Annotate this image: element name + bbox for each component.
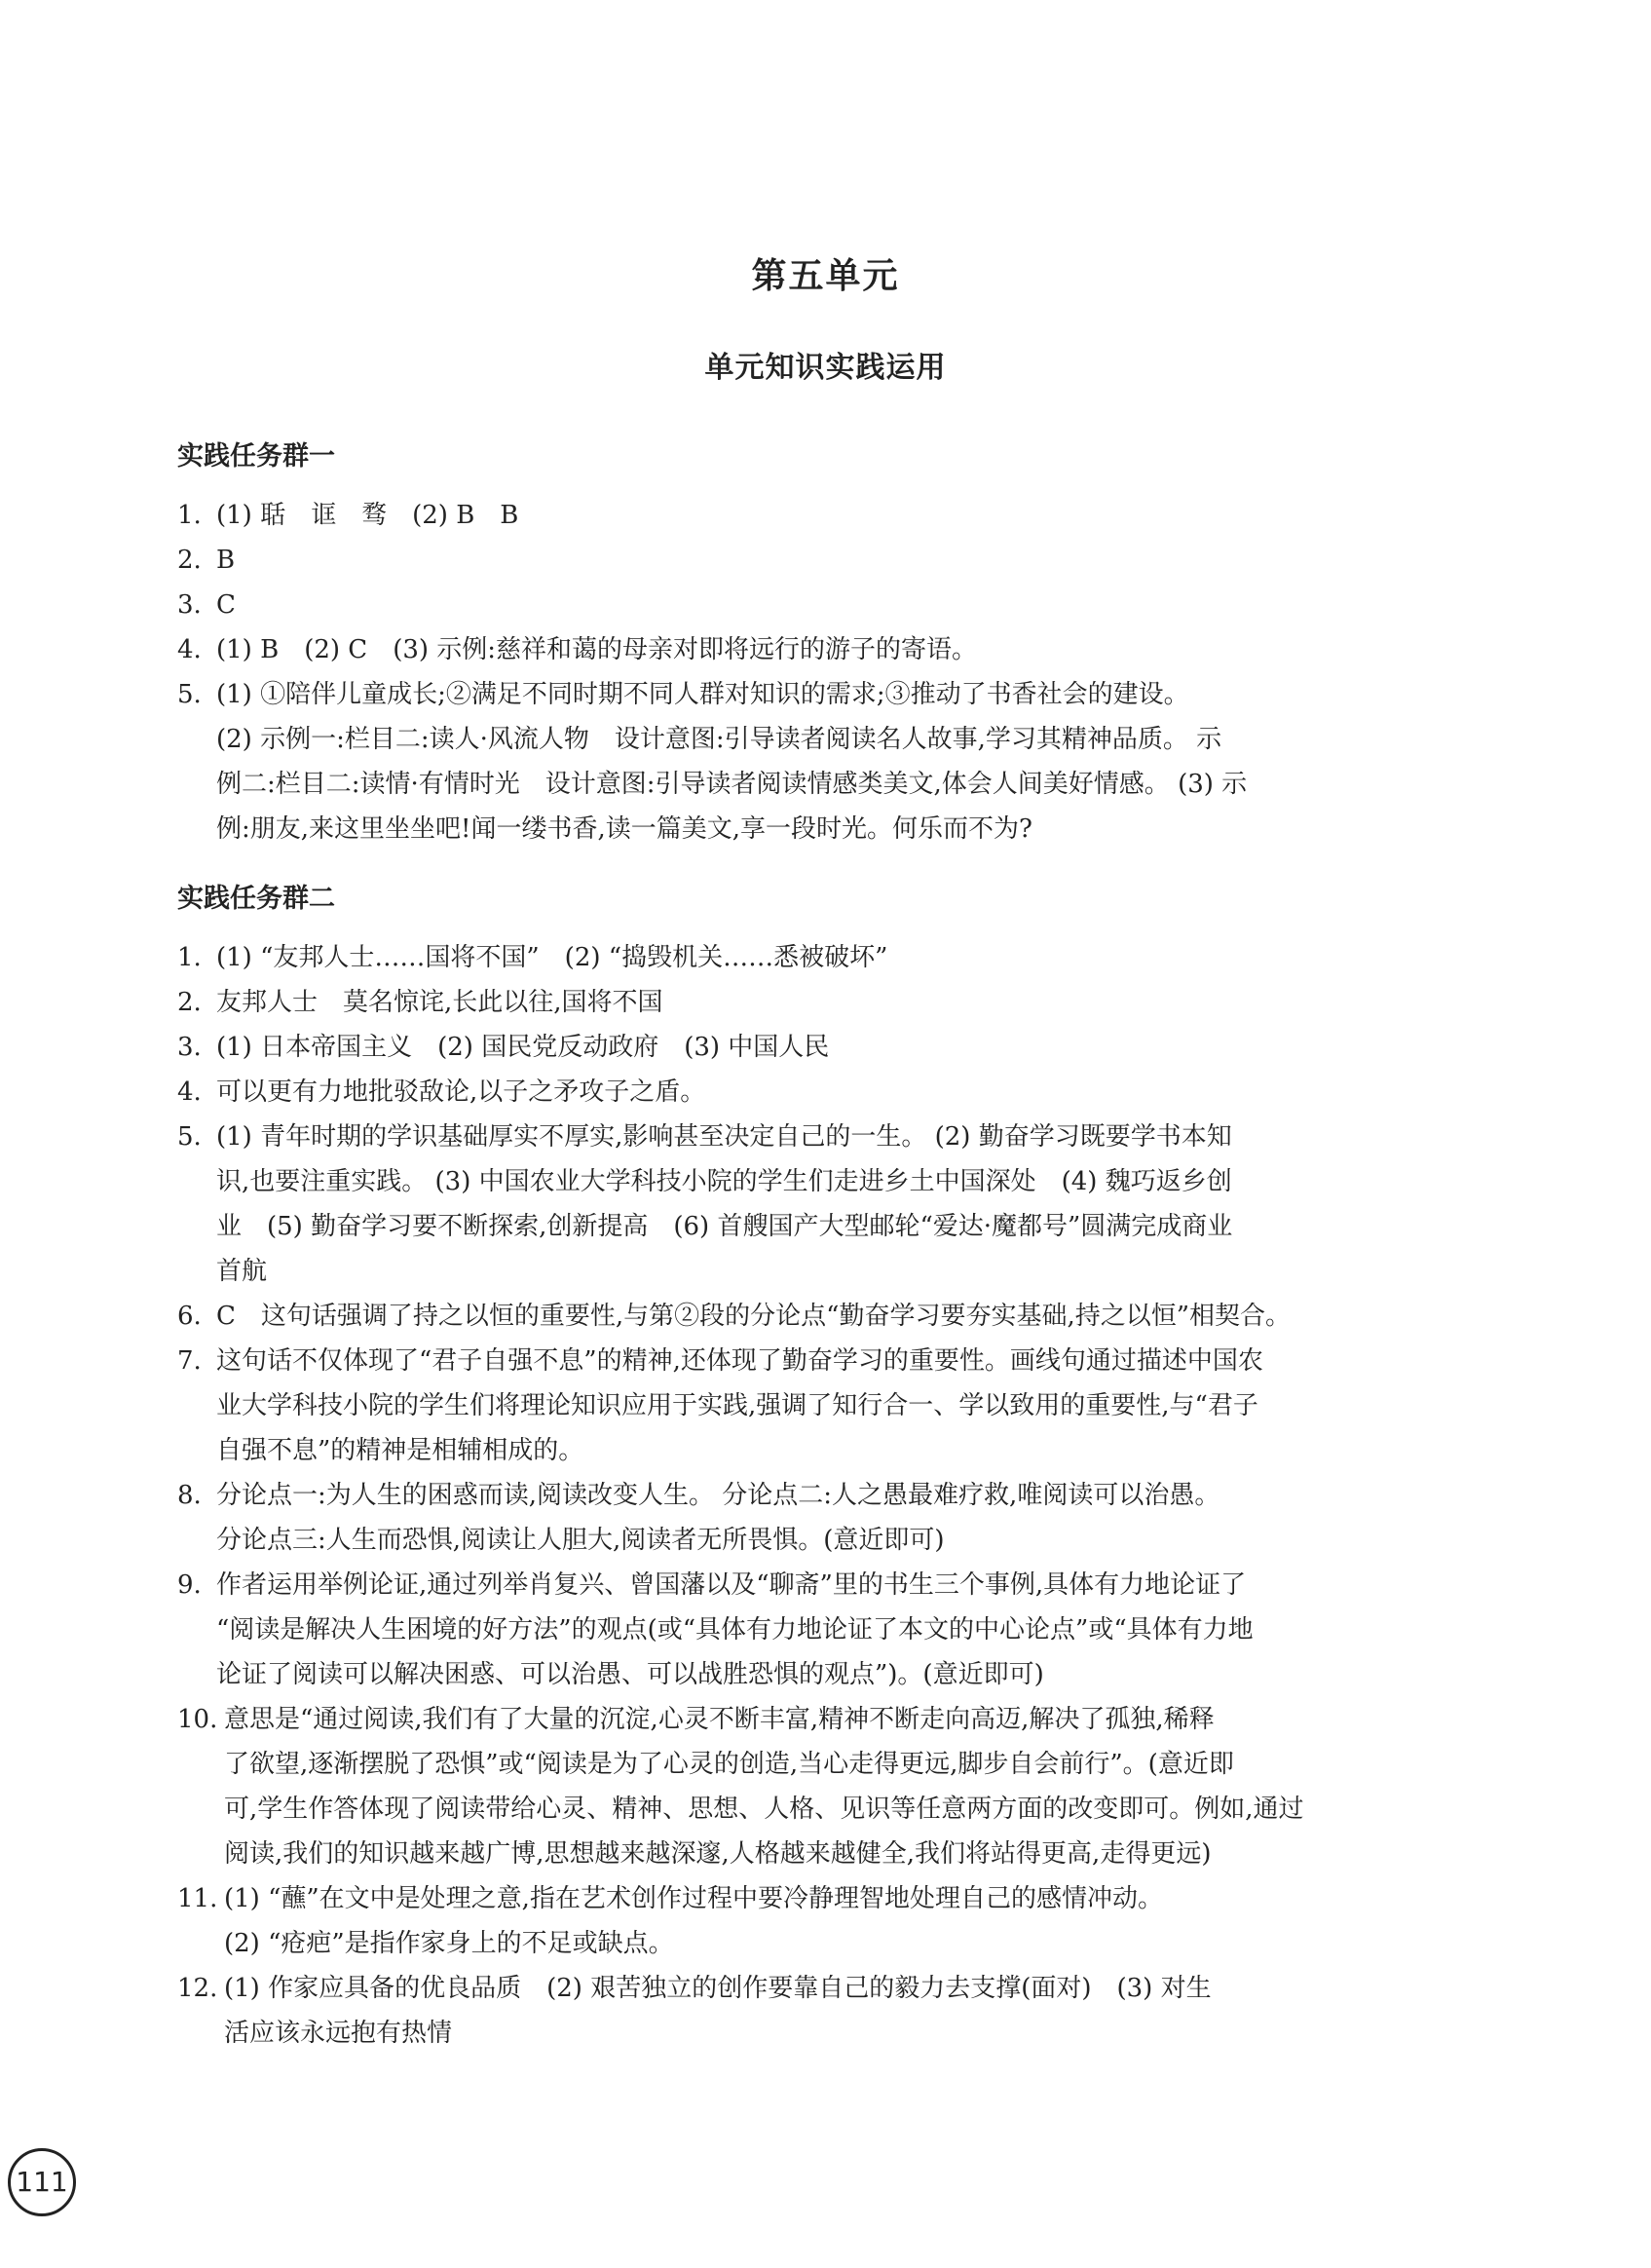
- answer-item: [177, 980, 1424, 1025]
- answer-text-line: 意思是“通过阅读,我们有了大量的沉淀,心灵不断丰富,精神不断走向高迈,解决了孤独,稀释: [224, 1705, 1215, 1734]
- answer-number: 8.: [177, 1481, 202, 1510]
- answer-text-line: 作者运用举例论证,通过列举肖复兴、曾国藩以及“聊斋”里的书生三个事例,具体有力地论证了: [216, 1570, 1247, 1600]
- answer-number: 1.: [177, 943, 202, 972]
- answer-item: [177, 538, 1424, 583]
- answer-text-line: 业大学科技小院的学生们将理论知识应用于实践,强调了知行合一、学以致用的重要性,与“君子: [216, 1391, 1258, 1420]
- answer-text-line: 友邦人士 莫名惊诧,长此以往,国将不国: [216, 988, 663, 1017]
- answer-text-line: 识,也要注重实践。 (3) 中国农业大学科技小院的学生们走进乡土中国深处 (4) 魏巧返乡创: [216, 1167, 1232, 1196]
- answer-text-line: B: [216, 546, 236, 575]
- answer-text-line: 自强不息”的精神是相辅相成的。: [216, 1436, 584, 1465]
- answer-text-line: (1) 作家应具备的优良品质 (2) 艰苦独立的创作要靠自己的毅力去支撑(面对) (3) 对生: [224, 1974, 1212, 2003]
- answer-number: 2.: [177, 988, 202, 1017]
- answer-number: 1.: [177, 501, 202, 530]
- answer-number: 3.: [177, 590, 202, 620]
- answer-text-line: 分论点三:人生而恐惧,阅读让人胆大,阅读者无所畏惧。(意近即可): [216, 1526, 945, 1555]
- answer-text-line: C: [216, 590, 236, 620]
- answer-item: [177, 1473, 1424, 1563]
- answer-text-line: 可,学生作答体现了阅读带给心灵、精神、思想、人格、见识等任意两方面的改变即可。例如,通过: [224, 1795, 1304, 1824]
- answer-text-line: 业 (5) 勤奋学习要不断探索,创新提高 (6) 首艘国产大型邮轮“爱达·魔都号”圆满完成商业: [216, 1212, 1233, 1241]
- answer-text-line: 可以更有力地批驳敌论,以子之矛攻子之盾。: [216, 1077, 706, 1107]
- answer-item: [177, 583, 1424, 627]
- answer-number: 11.: [177, 1884, 218, 1913]
- answer-number: 4.: [177, 1077, 202, 1107]
- answer-item: [177, 1563, 1424, 1697]
- page-number: 111: [8, 2148, 76, 2216]
- answer-text-line: 活应该永远抱有热情: [224, 2019, 453, 2048]
- answer-number: 5.: [177, 1122, 202, 1152]
- answer-content: [177, 429, 1424, 2056]
- answer-text-line: 首航: [216, 1257, 268, 1286]
- answer-text-line: (2) 示例一:栏目二:读人·风流人物 设计意图:引导读者阅读名人故事,学习其精神品质。 示: [216, 725, 1222, 754]
- answer-number: 9.: [177, 1570, 202, 1600]
- answer-item: [177, 493, 1424, 538]
- answer-item: [177, 1025, 1424, 1070]
- answer-text-line: (1) 日本帝国主义 (2) 国民党反动政府 (3) 中国人民: [216, 1033, 830, 1062]
- answer-item: [177, 1070, 1424, 1115]
- answer-item: [177, 1339, 1424, 1473]
- answer-text-line: 分论点一:为人生的困惑而读,阅读改变人生。 分论点二:人之愚最难疗救,唯阅读可以治愚。: [216, 1481, 1220, 1510]
- answer-text-line: “阅读是解决人生困境的好方法”的观点(或“具体有力地论证了本文的中心论点”或“具体有力地: [216, 1615, 1254, 1644]
- answer-text-line: 了欲望,逐渐摆脱了恐惧”或“阅读是为了心灵的创造,当心走得更远,脚步自会前行”。(意近即: [224, 1750, 1234, 1779]
- answer-number: 3.: [177, 1033, 202, 1062]
- answer-item: [177, 1966, 1424, 2056]
- answer-number: 4.: [177, 635, 202, 664]
- answer-text-line: (1) B (2) C (3) 示例:慈祥和蔼的母亲对即将远行的游子的寄语。: [216, 635, 978, 664]
- answer-number: 12.: [177, 1974, 218, 2003]
- answer-item: [177, 1294, 1424, 1339]
- group-title: 实践任务群一: [177, 441, 335, 472]
- answer-text-line: 例二:栏目二:读情·有情时光 设计意图:引导读者阅读情感类美文,体会人间美好情感。 (3) 示: [216, 770, 1248, 799]
- answer-item: [177, 627, 1424, 672]
- answer-text-line: (1) 青年时期的学识基础厚实不厚实,影响甚至决定自己的一生。 (2) 勤奋学习既要学书本知: [216, 1122, 1232, 1152]
- answer-text-line: 阅读,我们的知识越来越广博,思想越来越深邃,人格越来越健全,我们将站得更高,走得更远): [224, 1839, 1212, 1869]
- answer-text-line: (1) “友邦人士……国将不国” (2) “捣毁机关……悉被破坏”: [216, 943, 888, 972]
- answer-item: [177, 1697, 1424, 1876]
- answer-text-line: (1) 聒 诓 骛 (2) B B: [216, 501, 519, 530]
- answer-text-line: 例:朋友,来这里坐坐吧!闻一缕书香,读一篇美文,享一段时光。何乐而不为?: [216, 814, 1032, 844]
- section-title: 单元知识实践运用: [704, 351, 947, 385]
- group-title: 实践任务群二: [177, 884, 335, 914]
- answer-item: [177, 1876, 1424, 1966]
- unit-title: 第五单元: [751, 256, 900, 296]
- answer-number: 7.: [177, 1346, 202, 1376]
- answer-number: 2.: [177, 546, 202, 575]
- answer-text-line: (1) “蘸”在文中是处理之意,指在艺术创作过程中要冷静理智地处理自己的感情冲动。: [224, 1884, 1163, 1913]
- answer-text-line: 论证了阅读可以解决困惑、可以治愚、可以战胜恐惧的观点”)。(意近即可): [216, 1660, 1044, 1689]
- answer-number: 10.: [177, 1705, 218, 1734]
- answer-text-line: (2) “疮疤”是指作家身上的不足或缺点。: [224, 1929, 674, 1958]
- answer-text-line: 这句话不仅体现了“君子自强不息”的精神,还体现了勤奋学习的重要性。画线句通过描述中国农: [216, 1346, 1263, 1376]
- answer-number: 6.: [177, 1302, 202, 1331]
- answer-item: [177, 1115, 1424, 1294]
- answer-text-line: (1) ①陪伴儿童成长;②满足不同时期不同人群对知识的需求;③推动了书香社会的建设。: [216, 680, 1189, 709]
- answer-item: [177, 935, 1424, 980]
- answer-number: 5.: [177, 680, 202, 709]
- answer-text-line: C 这句话强调了持之以恒的重要性,与第②段的分论点“勤奋学习要夯实基础,持之以恒”相契合。: [216, 1302, 1292, 1331]
- answer-item: [177, 672, 1424, 851]
